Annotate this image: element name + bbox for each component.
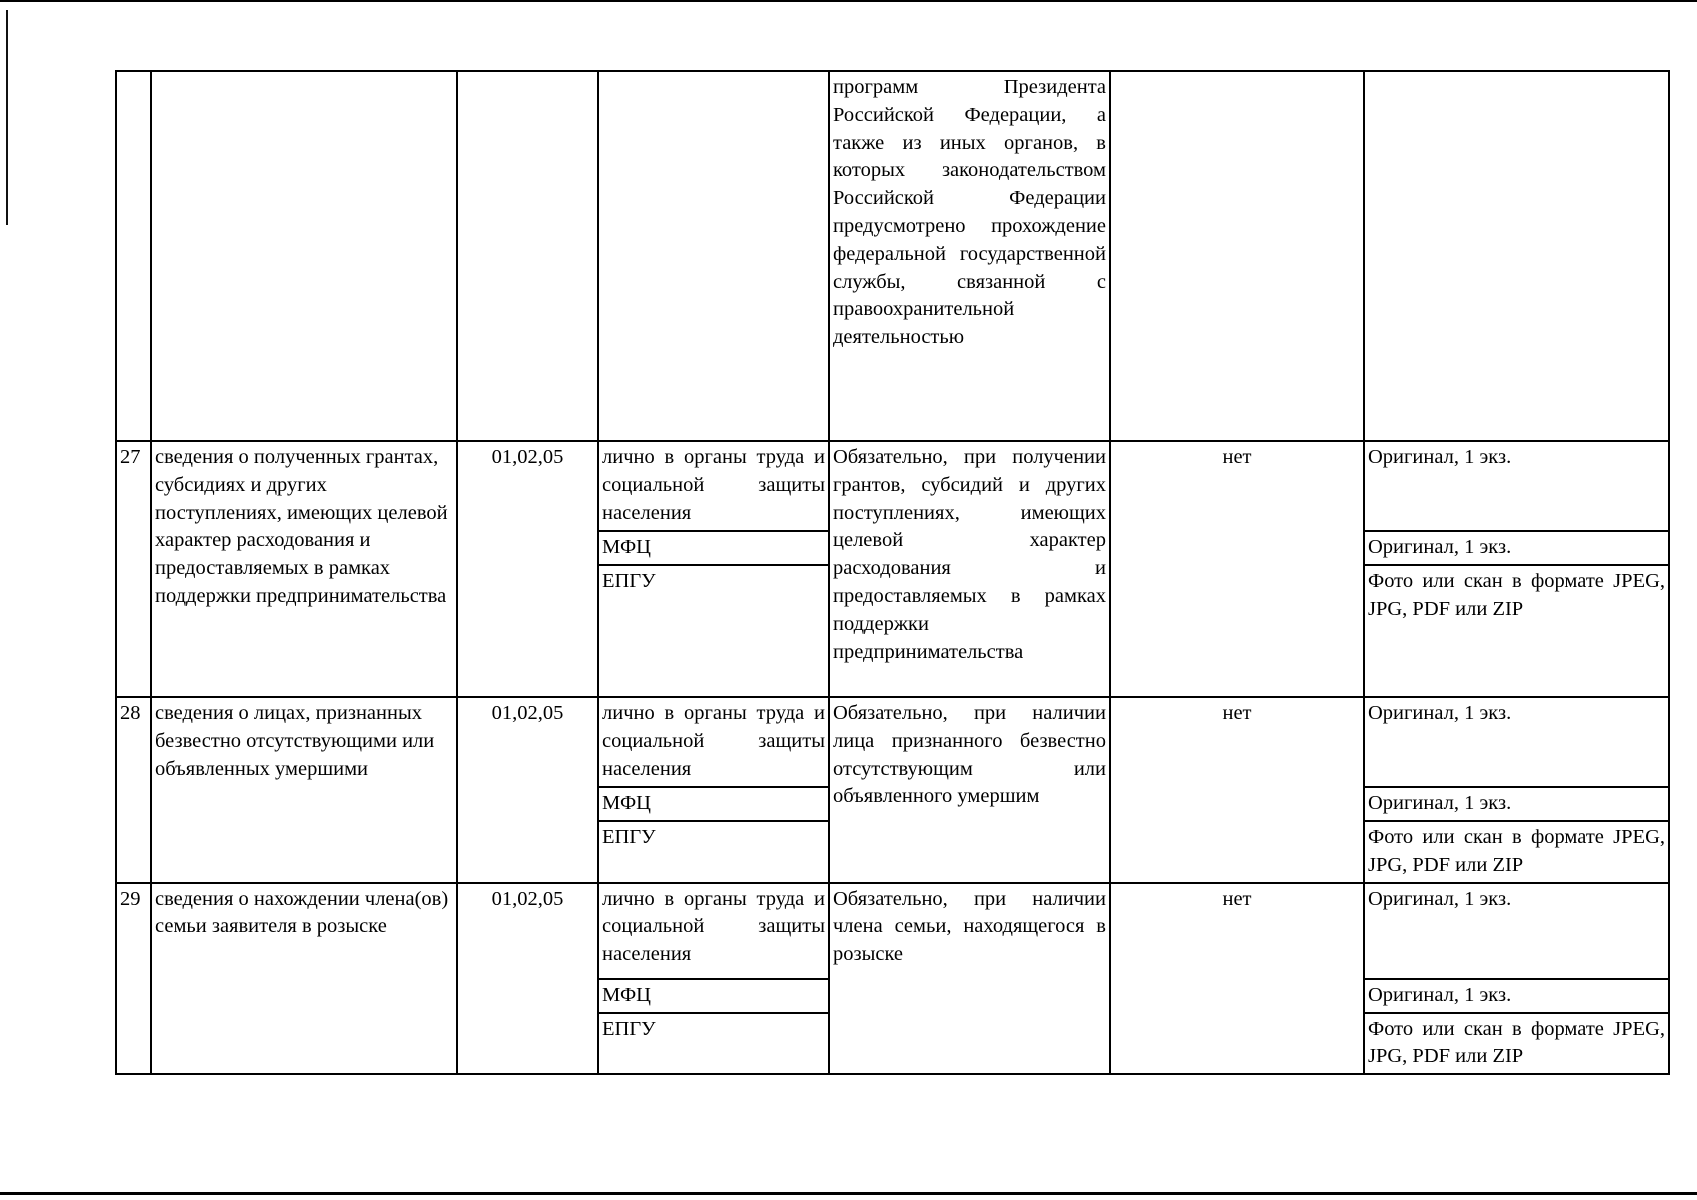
cell-flag: нет xyxy=(1110,441,1364,697)
cell-channel: ЕПГУ xyxy=(598,821,829,883)
table-row-27 xyxy=(116,441,1669,531)
cell-form: Оригинал, 1 экз. xyxy=(1364,697,1669,787)
cell-flag xyxy=(1110,71,1364,441)
cell-num: 29 xyxy=(116,883,151,1075)
cell-num xyxy=(116,71,151,441)
cell-form: Оригинал, 1 экз. xyxy=(1364,787,1669,821)
cell-condition: Обязательно, при наличии члена семьи, находящегося в розыске xyxy=(829,883,1110,1075)
cell-form: Фото или скан в формате JPEG, JPG, PDF или ZIP xyxy=(1364,821,1669,883)
cell-form: Оригинал, 1 экз. xyxy=(1364,531,1669,565)
cell-form xyxy=(1364,71,1669,441)
scan-top-border xyxy=(0,0,1697,2)
cell-form: Фото или скан в формате JPEG, JPG, PDF или ZIP xyxy=(1364,565,1669,697)
cell-num: 27 xyxy=(116,441,151,697)
cell-form: Оригинал, 1 экз. xyxy=(1364,441,1669,531)
documents-table xyxy=(115,70,1670,1075)
cell-channel: МФЦ xyxy=(598,787,829,821)
cell-codes: 01,02,05 xyxy=(457,883,598,1075)
cell-channel: ЕПГУ xyxy=(598,1013,829,1075)
cell-channel: лично в органы труда и социальной защиты населения xyxy=(598,697,829,787)
cell-channel: МФЦ xyxy=(598,979,829,1013)
cell-condition: программ Президента Российской Федерации, а также из иных органов, в которых законодательством Российской Федерации предусмотрено прохождение федеральной государственной службы, связанной с правоохранительной деятельностью xyxy=(829,71,1110,441)
scan-left-border xyxy=(6,10,8,225)
cell-form: Оригинал, 1 экз. xyxy=(1364,979,1669,1013)
cell-form: Фото или скан в формате JPEG, JPG, PDF или ZIP xyxy=(1364,1013,1669,1075)
table-row-29 xyxy=(116,883,1669,979)
cell-codes xyxy=(457,71,598,441)
cell-channel: МФЦ xyxy=(598,531,829,565)
cell-channel: ЕПГУ xyxy=(598,565,829,697)
cell-codes: 01,02,05 xyxy=(457,697,598,883)
cell-channel xyxy=(598,71,829,441)
table-row-28 xyxy=(116,697,1669,787)
cell-name: сведения о полученных грантах, субсидиях и других поступлениях, имеющих целевой характер расходования и предоставляемых в рамках поддержки предпринимательства xyxy=(151,441,457,697)
cell-channel: лично в органы труда и социальной защиты населения xyxy=(598,441,829,531)
cell-name xyxy=(151,71,457,441)
cell-name: сведения о лицах, признанных безвестно отсутствующими или объявленных умершими xyxy=(151,697,457,883)
cell-flag: нет xyxy=(1110,697,1364,883)
cell-condition: Обязательно, при наличии лица признанного безвестно отсутствующим или объявленного умершим xyxy=(829,697,1110,883)
cell-codes: 01,02,05 xyxy=(457,441,598,697)
cell-num: 28 xyxy=(116,697,151,883)
cell-flag: нет xyxy=(1110,883,1364,1075)
cell-form: Оригинал, 1 экз. xyxy=(1364,883,1669,979)
cell-channel: лично в органы труда и социальной защиты населения xyxy=(598,883,829,979)
scan-bottom-border xyxy=(0,1192,1697,1195)
cell-condition: Обязательно, при получении грантов, субсидий и других поступлениях, имеющих целевой характер расходования и предоставляемых в рамках поддержки предпринимательства xyxy=(829,441,1110,697)
table-row-continuation xyxy=(116,71,1669,441)
cell-name: сведения о нахождении члена(ов) семьи заявителя в розыске xyxy=(151,883,457,1075)
